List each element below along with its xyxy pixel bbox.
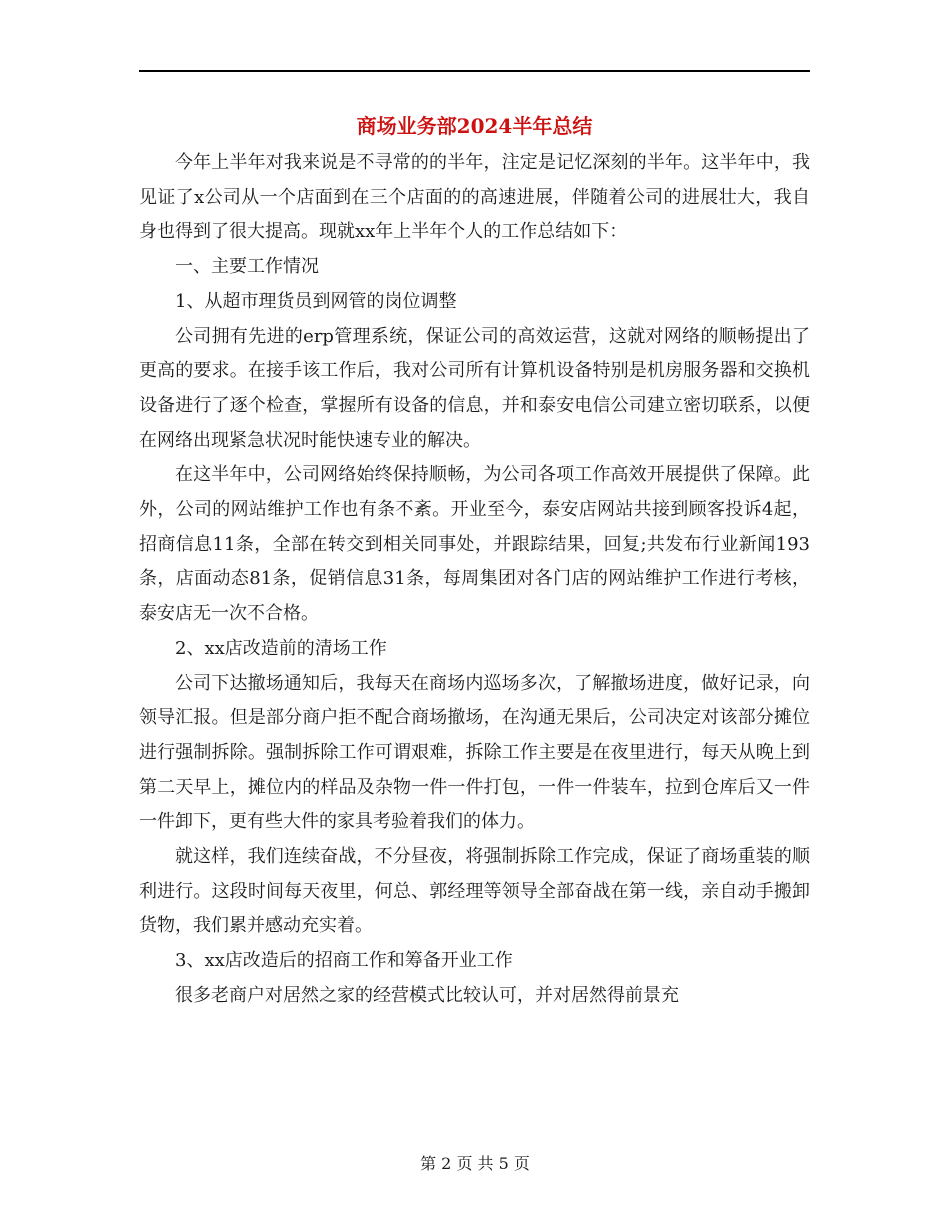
header-rule <box>139 70 810 72</box>
subheading-3: 3、xx店改造后的招商工作和筹备开业工作 <box>175 950 513 972</box>
document-body <box>139 146 810 1014</box>
page-footer: 第 2 页 共 5 页 <box>420 1154 530 1173</box>
paragraph-network: 在这半年中，公司网络始终保持顺畅，为公司各项工作高效开展提供了保障。此外，公司的网站维护工作也有条不紊。开业至今，泰安店网站共接到顾客投诉4起，招商信息11条，全部在转交到相关同事处，并跟踪结果，回复;共发布行业新闻193条，店面动态81条，促销信息31条，每周集团对各门店的网站维护工作进行考核，泰安店无一次不合格。 <box>139 464 810 625</box>
paragraph-clearance: 公司下达撤场通知后，我每天在商场内巡场多次，了解撤场进度，做好记录，向领导汇报。但是部分商户拒不配合商场撤场，在沟通无果后，公司决定对该部分摊位进行强制拆除。强制拆除工作可谓艰难，拆除工作主要是在夜里进行，每天从晚上到第二天早上，摊位内的样品及杂物一件一件打包，一件一件装车，拉到仓库后又一件一件卸下，更有些大件的家具考验着我们的体力。 <box>139 672 810 833</box>
subheading-1: 1、从超市理货员到网管的岗位调整 <box>175 290 457 312</box>
paragraph-intro: 今年上半年对我来说是不寻常的的半年，注定是记忆深刻的半年。这半年中，我见证了x公司从一个店面到在三个店面的的高速进展，伴随着公司的进展壮大，我自身也得到了很大提高。现就xx年上半年个人的工作总结如下： <box>139 152 810 243</box>
paragraph-erp: 公司拥有先进的erp管理系统，保证公司的高效运营，这就对网络的顺畅提出了更高的要求。在接手该工作后，我对公司所有计算机设备特别是机房服务器和交换机设备进行了逐个检查，掌握所有设备的信息，并和泰安电信公司建立密切联系，以便在网络出现紧急状况时能快速专业的解决。 <box>139 325 810 451</box>
paragraph-continuous-effort: 就这样，我们连续奋战，不分昼夜，将强制拆除工作完成，保证了商场重装的顺利进行。这段时间每天夜里，何总、郭经理等领导全部奋战在第一线，亲自动手搬卸货物，我们累并感动充实着。 <box>139 846 810 937</box>
subheading-2: 2、xx店改造前的清场工作 <box>175 637 387 659</box>
heading-main-work: 一、主要工作情况 <box>175 256 319 278</box>
document-title: 商场业务部2024半年总结 <box>356 114 593 138</box>
paragraph-merchants: 很多老商户对居然之家的经营模式比较认可，并对居然得前景充 <box>175 984 679 1006</box>
